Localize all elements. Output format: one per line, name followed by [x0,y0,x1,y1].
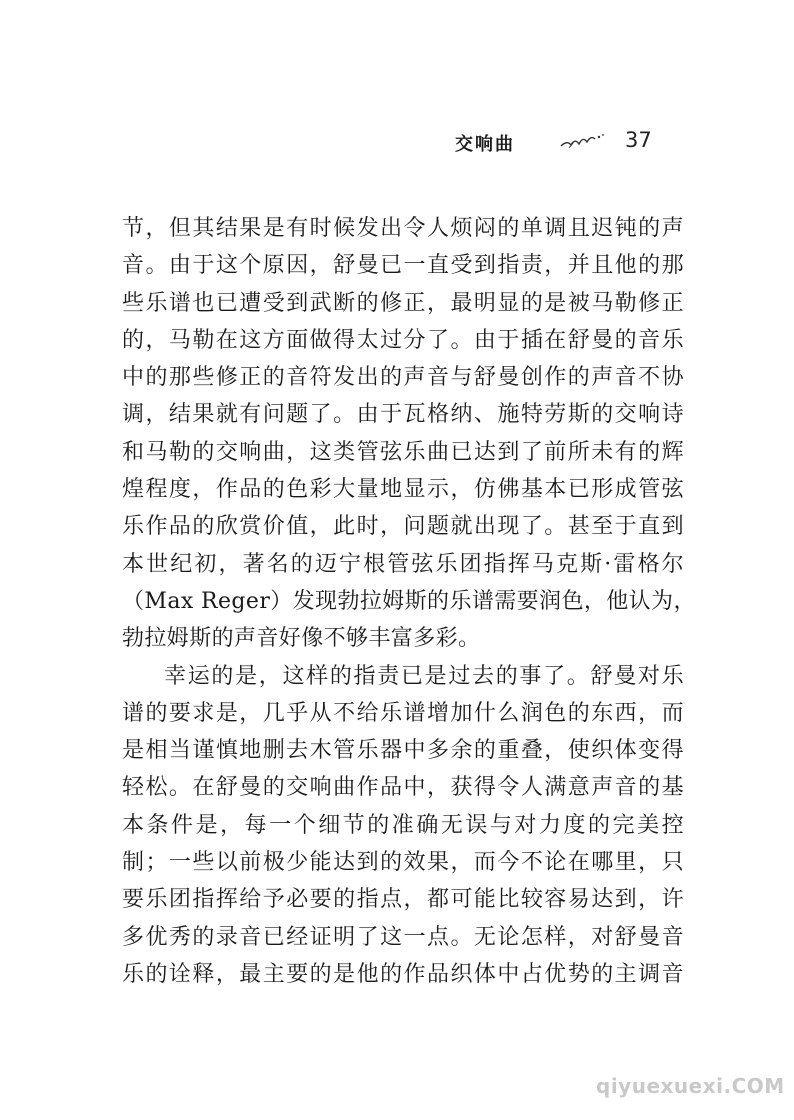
text-line: 煌程度，作品的色彩大量地显示，仿佛基本已形成管弦 [122,477,684,503]
text-line: 谱的要求是，几乎从不给乐谱增加什么润色的东西，而 [122,700,684,726]
text-line: 乐的诠释，最主要的是他的作品织体中占优势的主调音 [122,961,684,987]
paragraph-1 [122,210,696,658]
text-line: 些乐谱也已遭受到武断的修正，最明显的是被马勒修正 [122,290,684,316]
decorative-flourish-icon [559,130,607,152]
text-line: 本条件是，每一个细节的准确无误与对力度的完美控 [122,812,684,838]
text-line: 本世纪初，著名的迈宁根管弦乐团指挥马克斯·雷格尔 [122,551,684,577]
text-line: 勃拉姆斯的声音好像不够丰富多彩。 [122,626,481,652]
paragraph-2 [122,658,684,994]
site-watermark: qiyuexuexi.COM [596,1074,785,1098]
page-number: 37 [625,128,652,152]
text-line: 的，马勒在这方面做得太过分了。由于插在舒曼的音乐 [122,327,684,353]
text-line: 节，但其结果是有时候发出令人烦闷的单调且迟钝的声 [122,216,684,241]
body-text [122,210,696,993]
running-title: 交响曲 [455,134,515,155]
text-line: 多优秀的录音已经证明了这一点。无论怎样，对舒曼音 [122,924,684,950]
text-line: 乐作品的欣赏价值，此时，问题就出现了。甚至于直到 [122,514,684,540]
text-line: 轻松。在舒曼的交响曲作品中，获得令人满意声音的基 [122,775,684,801]
text-line: 是相当谨慎地删去木管乐器中多余的重叠，使织体变得 [122,738,684,764]
text-line: 调，结果就有问题了。由于瓦格纳、施特劳斯的交响诗 [122,402,684,428]
text-line: 音。由于这个原因，舒曼已一直受到指责，并且他的那 [122,253,684,279]
text-line: （Max Reger）发现勃拉姆斯的乐谱需要润色，他认为， [122,588,696,614]
text-line: 和马勒的交响曲，这类管弦乐曲已达到了前所未有的辉 [122,439,684,465]
text-line: 中的那些修正的音符发出的声音与舒曼创作的声音不协 [122,365,684,391]
text-line: 幸运的是，这样的指责已是过去的事了。舒曼对乐 [164,663,684,689]
text-line: 要乐团指挥给予必要的指点，都可能比较容易达到，许 [122,887,684,913]
running-head [455,128,665,162]
text-line: 制；一些以前极少能达到的效果，而今不论在哪里，只 [122,850,684,876]
